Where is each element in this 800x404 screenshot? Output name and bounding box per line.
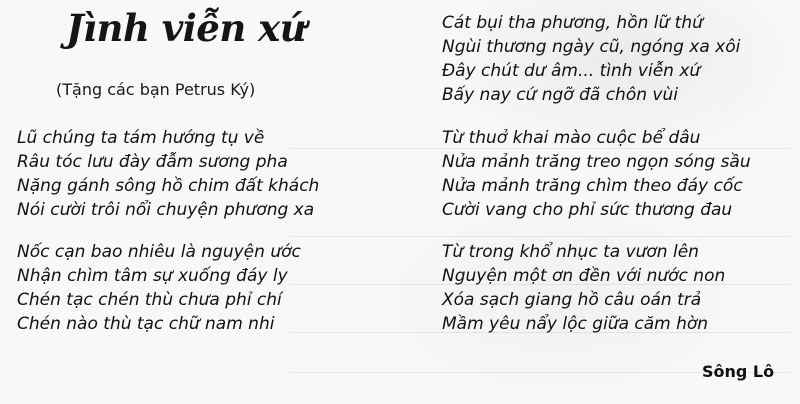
poem-line: Nguyện một ơn đền với nước non bbox=[442, 266, 726, 286]
stanza bbox=[442, 11, 740, 107]
poem-line: Chén nào thù tạc chữ nam nhi bbox=[17, 314, 275, 334]
poem-author: Sông Lô bbox=[702, 362, 775, 381]
poem-line: Xóa sạch giang hồ câu oán trả bbox=[442, 290, 702, 310]
poem-line: Cát bụi tha phương, hồn lữ thứ bbox=[442, 13, 703, 33]
poem-line: Bấy nay cứ ngỡ đã chôn vùi bbox=[442, 85, 678, 105]
poem-line: Mầm yêu nẩy lộc giữa căm hờn bbox=[442, 314, 709, 334]
poem-line: Chén tạc chén thù chưa phỉ chí bbox=[17, 290, 282, 310]
poem-line: Nốc cạn bao nhiêu là nguyện ước bbox=[17, 242, 301, 262]
poem-line: Nửa mảnh trăng treo ngọn sóng sầu bbox=[442, 152, 751, 172]
poem-line: Từ thuở khai mào cuộc bể dâu bbox=[442, 128, 701, 148]
poem-line: Nặng gánh sông hồ chim đất khách bbox=[17, 176, 320, 196]
stanza bbox=[442, 126, 751, 222]
poem-line: Nói cười trôi nổi chuyện phương xa bbox=[17, 200, 315, 220]
stanza bbox=[17, 240, 301, 336]
scan-bleed-line bbox=[290, 236, 790, 237]
poem-line: Nửa mảnh trăng chìm theo đáy cốc bbox=[442, 176, 743, 196]
poem-line: Râu tóc lưu đày đẫm sương pha bbox=[17, 152, 288, 172]
poem-line: Nhận chìm tâm sự xuống đáy ly bbox=[17, 266, 288, 286]
poem-line: Ngùi thương ngày cũ, ngóng xa xôi bbox=[442, 37, 741, 57]
poem-line: Từ trong khổ nhục ta vươn lên bbox=[442, 242, 699, 262]
poem-title: Jình viễn xứ bbox=[66, 6, 307, 50]
poem-line: Lũ chúng ta tám hướng tụ về bbox=[17, 128, 265, 148]
stanza bbox=[17, 126, 319, 222]
stanza bbox=[442, 240, 725, 336]
poem-line: Đây chút dư âm... tình viễn xứ bbox=[442, 61, 701, 81]
poem-dedication: (Tặng các bạn Petrus Ký) bbox=[56, 80, 256, 99]
poem-line: Cười vang cho phỉ sức thương đau bbox=[442, 200, 733, 220]
